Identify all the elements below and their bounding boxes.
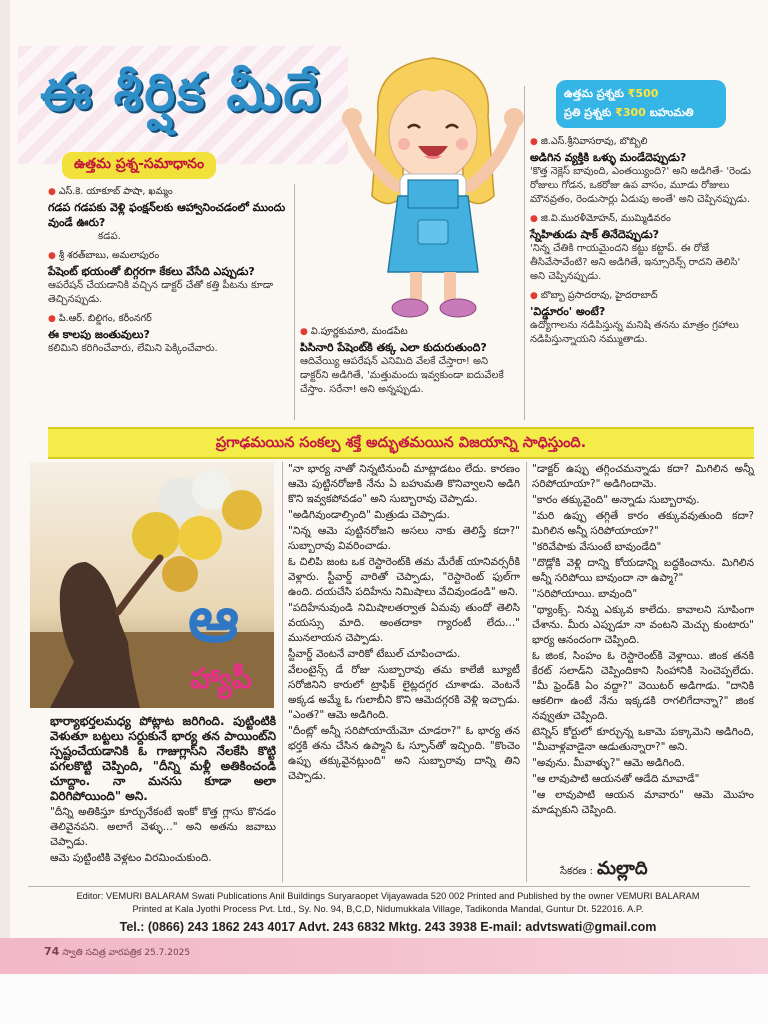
- answer-text: ఆపరేషన్ చేయడానికి వచ్చిన డాక్టర్ చేతో కత్తి పీటను కూడా తెచ్చినప్పుడు.: [48, 280, 274, 305]
- story-paragraph: ఆమె పుట్టింటికి వెళ్లటం విరమించుకుంది.: [50, 852, 212, 864]
- bullet-icon: ●: [530, 291, 538, 301]
- story-paragraph: "దొడ్లోకి వెళ్లి దాన్ని కోయడాన్ని బద్ధకించాను. మిగిలిన అన్నీ సరిపోయి బావుందా నా ఉప్మా?": [532, 557, 754, 584]
- bullet-icon: ●: [48, 251, 56, 261]
- bullet-icon: ●: [48, 187, 56, 197]
- asker-name: జి.ఎస్.శ్రీనివాసరావు, బొబ్బిలి: [540, 136, 648, 147]
- credit-label: సేకరణ :: [560, 866, 593, 877]
- story-paragraph: "అడిగివుండాల్సింది" మిత్రుడు చెప్పాడు.: [288, 509, 450, 521]
- question-text: స్నేహితుడు షాక్ తినేదెప్పుడు?: [530, 228, 660, 241]
- asker-name: జి.వి.మురళీమోహన్, ముమ్మిడివరం: [540, 213, 671, 224]
- answer-text: ఉద్యోగాలను నడిపిస్తున్న మనిషి తనను మాత్రం గ్రహాలు నడిపిస్తున్నాయని నమ్ముతాడు.: [530, 320, 739, 345]
- qa-item: [530, 134, 754, 207]
- quote-banner: ప్రగాఢమయిన సంకల్ప శక్తే అద్భుతమయిన విజయాన్ని సాధిస్తుంది.: [48, 427, 754, 459]
- asker-name: బొబ్బా ప్రసాదరావు, హైదరాబాద్: [540, 290, 658, 301]
- column-divider: [524, 86, 525, 420]
- page-number: 74: [44, 945, 60, 958]
- story-paragraph: ఓ చిలిపి జంట ఒక రెస్టారెంట్‌కి తమ మేరేజ్ యానివర్సరీకి వెళ్లారు. స్టీవార్డ్ వారితో చెప్పాడు, "రెస్టారెంట్ ఫుల్‌గా ఉంది. దయచేసి పదిహేను నిమిషాలు వేచివుండండి" అని.: [288, 556, 520, 598]
- story-paragraph: వేలంటైన్స్ డే రోజు సుబ్బారావు తమ కాలేజీ బ్యూటీ సరోజినిని కారులో ట్రాఫిక్ లైట్లదగ్గర చూశాడు. వెంటనే అక్కడ అమ్మే ఓ గులాబీని కొని ఆమెదగ్గరకి వెళ్లి ఇచ్చాడు. "ఎంత?" ఆమె అడిగింది.: [288, 664, 520, 721]
- prize-line2-suffix: బహుమతి: [649, 106, 694, 119]
- story-paragraph: భార్యాభర్తలమధ్య పోట్లాట జరిగింది. పుట్టింటికి వెళుతూ బట్టలు సర్దుకునే భార్య తన పాయింట్‌ని స్పష్టంచేయడానికి ఓ గాజుగ్లాస్‌ని నేలకేసి కొట్టి పగలకొట్టి చెప్పింది, "దీన్ని మళ్లీ అతికించండి చూద్దాం. నా మనసు కూడా అలా విరిగిపోయింది" అని.: [50, 714, 276, 803]
- page-folio: [44, 945, 190, 960]
- story-paragraph: "దీన్ని అతికిస్తూ కూర్చునేకంటే ఇంకో కొత్త గ్లాసు కొనడం తెలివైనపని. అలాగే వెళ్ళు..." అని అతను జవాబు చెప్పాడు.: [50, 806, 276, 848]
- story-title-word: హ్యాపీ: [190, 662, 252, 695]
- question-text: పేషెంట్ భయంతో బిగ్గరగా కేకలు వేసేది ఎప్పుడు?: [48, 265, 255, 278]
- asker-name: పి.ఆర్. బిల్డిగం, కరీంనగర్: [58, 313, 152, 324]
- column-divider: [282, 462, 283, 882]
- story-paragraph: స్టీవార్డ్ వెంటనే వారికో టేబుల్ చూపించాడు.: [288, 648, 461, 660]
- story-paragraph: "కారం తక్కువైంది" అన్నాడు సుబ్బారావు.: [532, 494, 700, 506]
- story-paragraph: "అవును. మీవాళ్ళు?" ఆమె అడిగింది.: [532, 757, 685, 769]
- prize-line2-label: ప్రతి ప్రశ్నకు: [564, 106, 612, 119]
- story-column-right: [532, 462, 754, 819]
- qa-item: [530, 288, 754, 347]
- story-paragraph: "సరిపోయాయి. బావుంది": [532, 588, 638, 600]
- story-paragraph: "డాక్టర్ ఉప్పు తగ్గించమన్నాడు కదా? మిగిలిన అన్నీ సరిపోయాయా?" అడిగిందామె.: [532, 463, 754, 490]
- page-title: ఈ శీర్షిక మీదే: [40, 62, 323, 123]
- story-paragraph: "మరి ఉప్పు తగ్గితే కారం తక్కువవుతుంది కదా? మిగిలిన అన్నీ సరిపోయాయా?": [532, 510, 754, 537]
- question-text: గడప గడపకు వెళ్లి ఫంక్షన్‌లకు ఆహ్వానించడంలో ముందు వుండే ఊరు?: [48, 201, 286, 229]
- question-text: ఈ కాలపు జంతువులు?: [48, 328, 150, 341]
- qa-item: [48, 248, 290, 307]
- bullet-icon: ●: [48, 314, 56, 324]
- qa-column-1: [48, 184, 290, 360]
- prize-line1-label: ఉత్తమ ప్రశ్నకు: [564, 87, 624, 100]
- bullet-icon: ●: [530, 214, 538, 224]
- bullet-icon: ●: [530, 137, 538, 147]
- qa-item: [48, 311, 290, 356]
- answer-text: 'నిన్న చేతికి గాయమైందని కట్టు కట్టాప్. ఈ రోజే తీసివేసావేంటి? అని అడిగితే, ఇన్సూరెన్స్ రాదని తెలిసి' అని చెప్పినప్పుడు.: [530, 243, 741, 282]
- qa-item: [300, 324, 518, 397]
- story-paragraph: "ఆ లావుపాటి ఆయన మావారు" ఆమె మొహం మాడ్చుకుని చెప్పింది.: [532, 789, 754, 816]
- answer-text: కలిమిని కరిగించేవారు, లేమిని పెక్కించేవారు.: [48, 343, 218, 354]
- asker-name: శ్రీ శరత్‌బాబు, అమలాపురం: [58, 250, 160, 261]
- story-paragraph: "దీంట్లో అన్నీ సరిపోయాయేమో చూడరా?" ఓ భార్య తన భర్తకి తను చేసిన ఉప్మాని ఓ స్పూన్‌తో ఇచ్చింది. "కొంచెం ఉప్పు తక్కువైనట్లుంది" అని సుబ్బారావు దాన్ని తిని చెప్పాడు.: [288, 725, 520, 782]
- imprint-line-1: Editor: VEMURI BALARAM Swati Publications Anil Buildings Suryaraopet Vijayawada 520 002 Printed and Published by the owner VEMURI BALARAM: [76, 891, 700, 901]
- bullet-icon: ●: [300, 327, 308, 337]
- answer-text: కడప.: [98, 231, 121, 242]
- imprint-divider: [28, 886, 750, 887]
- story-paragraph: "థ్యాంక్స్. నిన్ను ఎక్కువ కాలేదు. కావాలని సూపింగా చేశాను. మీరు ఎప్పుడూ నా వంటని మెచ్చు కుంటారు" భార్య ఆనందంగా చెప్పింది.: [532, 604, 754, 646]
- imprint-line-2: Printed at Kala Jyothi Process Pvt. Ltd., Sy. No. 94, B,C,D, Nidumukkala Village, Tadikonda Mandal, Guntur Dt. 522016. A.P.: [132, 904, 644, 914]
- imprint-block: [28, 890, 748, 936]
- story-paragraph: "నా భార్య నాతో నిన్నటినుంచీ మాట్లాడటం లేదు. కారణం ఆమె పుట్టినరోజుకి నేను ఏ బహుమతి కొనివ్వాలని అడిగి కొని ఇవ్వకపోవడం" అని సుబ్బారావు చెప్పాడు.: [288, 463, 520, 505]
- answer-text: ఆదివేయ్యి ఆపరేషన్ ఎనిమిది వేలకే చేస్తారా! అని డాక్టర్‌ని అడిగితే, 'మత్తుమందు ఇవ్వకుండా ఐదువేలకే చేస్తాం. సరేనా! అని అన్నప్పుడు.: [300, 356, 504, 395]
- story-paragraph: టెన్నిస్ కోర్టులో కూర్చున్న ఒకామె పక్కామెని అడిగింది, "మీవాళ్లవాడైనా ఆడుతున్నారా?" అని.: [532, 726, 754, 753]
- story-column-left: [50, 714, 276, 867]
- prize-line2-amount: ₹300: [615, 106, 646, 119]
- story-paragraph: "పదిహేనువుండి నిమిషాలతర్వాత ఏమవు తుందో తెలిసి వయస్సు మాది. అంతదాకా గ్యారంటీ లేదు..." మునలాయన చెప్పాడు.: [288, 602, 520, 644]
- prize-box: [556, 80, 726, 128]
- cartoon-girl-illustration: [338, 46, 528, 328]
- column-divider: [294, 184, 295, 420]
- story-paragraph: ఓ జింక, సింహం ఓ రెస్టారెంట్‌కి వెళ్లాయి. జింక తనకి కేరట్ సలాడ్‌ని చెప్పిందికాని సింహానికి సెంచెప్పలేదు. "మీ ఫ్రెండ్‌కి ఏం వద్దా?" వెయిటర్ అడిగాడు. "దానికి ఆకలిగా ఉంటే నేను ఇక్కడకి రాగలిగేదాన్నా?" జింక నవ్వుతూ చెప్పింది.: [532, 650, 754, 722]
- qa-column-2: [300, 324, 518, 401]
- question-text: అడిగిన వ్యక్తికి ఒళ్ళు మండేదెప్పుడు?: [530, 151, 687, 164]
- column-divider: [526, 462, 527, 882]
- qa-column-3: [530, 134, 754, 351]
- asker-name: ఎస్.కె. యాకూబ్ పాషా, ఖమ్మం: [58, 186, 173, 197]
- answer-text: 'కొత్త నెక్లెస్ బావుంది, ఎంతయ్యింది?' అని అడిగితే- 'రెండు రోజులు గోడన, ఒకరోజు ఉప వాసం, మూడు రోజులు మౌనవ్రతం, రెండుసార్లు ఏడుపు అంతే' అని చెప్పినప్పుడు.: [530, 166, 752, 205]
- story-title-letter: ఆ: [188, 582, 240, 657]
- asker-name: వి.పూర్ణకుమారి, మండపేట: [310, 326, 408, 337]
- page-bottom-margin: [0, 974, 768, 1024]
- question-text: పిసినారి పేషెంట్‌కి తక్క ఎలా కుదురుతుంది?: [300, 341, 487, 354]
- qa-item: [48, 184, 290, 244]
- prize-line1-amount: ₹500: [627, 87, 659, 100]
- story-paragraph: "కరివేపాకు వేసుంటే బావుండేది": [532, 541, 662, 553]
- credit-name: మల్లాది: [596, 858, 648, 879]
- story-paragraph: "నిన్న ఆమె పుట్టినరోజని అసలు నాకు తెలిస్తే కదా?" సుబ్బారావు వివరించాడు.: [288, 525, 520, 552]
- question-text: 'విడ్డూరం' అంటే?: [530, 305, 606, 318]
- happy-photo: [30, 462, 274, 708]
- story-paragraph: "ఆ లావుపాటి ఆయనతో ఆడేది మావాడే": [532, 773, 700, 785]
- credit-line: [560, 858, 648, 883]
- folio-text: స్వాతి సచిత్ర వారపత్రిక 25.7.2025: [62, 948, 191, 958]
- story-column-middle: [288, 462, 520, 785]
- scan-edge: [0, 0, 10, 1024]
- section-subtitle: ఉత్తమ ప్రశ్న-సమాధానం: [62, 152, 216, 179]
- qa-item: [530, 211, 754, 284]
- imprint-line-3: Tel.: (0866) 243 1862 243 4017 Advt. 243 6832 Mktg. 243 3938 E-mail: advtswati@gmail.com: [119, 920, 657, 934]
